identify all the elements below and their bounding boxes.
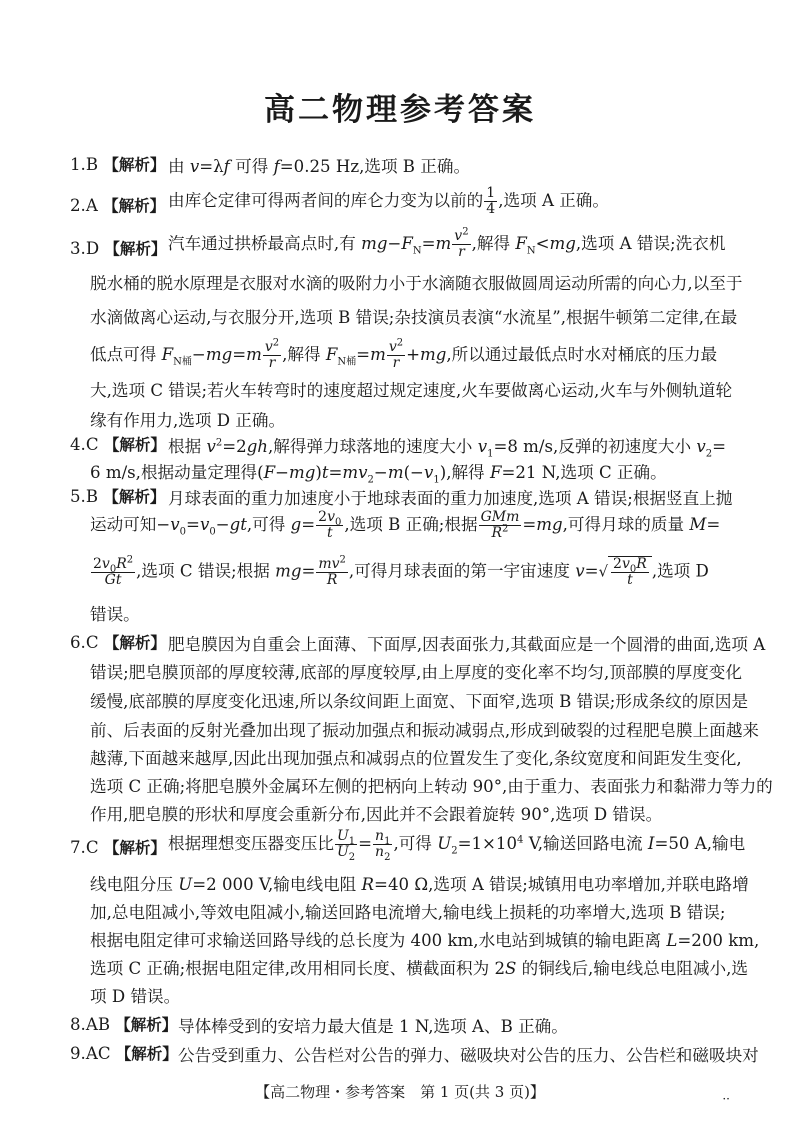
answer-5-line4: 错误。 (90, 605, 140, 624)
answer-2-text: 由库仑定律可得两者间的库仑力变为以前的 $\frac{1}{4}$ ,选项 A 正确。 (168, 185, 609, 217)
answer-7-number: 7.C 【解析】 (70, 838, 166, 857)
answer-4-line1: 根据 $v^2=2gh$,解得弹力球落地的速度大小 $v_1=8$ m/s,反弹的初速度大小 $v_2=$ (168, 437, 726, 460)
answer-6-line6: 选项 C 正确;将肥皂膜外金属环左侧的把柄向上转动 90°,由于重力、表面张力和黏滞力等力的 (90, 777, 773, 796)
answer-1-number: 1.B 【解析】 (70, 155, 166, 174)
answer-6-line3: 缓慢,底部膜的厚度变化迅速,所以条纹间距上面宽、下面窄,选项 B 错误;形成条纹的原因是 (90, 692, 749, 711)
answer-3-line4: 低点可得 $F_{N桶}-mg=m$ $\frac{v^2}{r}$ ,解得 $F_{N桶}=m$ $\frac{v^2}{r}$ +mg,所以通过最低点时水对桶底的压力最 (90, 337, 718, 371)
answer-4-line2: 6 m/s,根据动量定理得$(F-mg)t=mv_2-m(-v_1)$,解得 F=21 N,选项 C 正确。 (90, 463, 667, 486)
page-title: 高二物理参考答案 (264, 92, 536, 128)
answer-6-line7: 作用,肥皂膜的形状和厚度会重新分布,因此并不会跟着旋转 90°,选项 D 错误。 (90, 805, 663, 824)
answer-8-number: 8.AB 【解析】 (70, 1015, 178, 1034)
answer-7-line2: 线电阻分压 U=2 000 V,输电线电阻 R=40 Ω,选项 A 错误;城镇用电功率增加,并联电路增 (90, 875, 749, 894)
answer-3-line2: 脱水桶的脱水原理是衣服对水滴的吸附力小于水滴随衣服做圆周运动所需的向心力,以至于 (90, 274, 743, 293)
answer-6-line2: 错误;肥皂膜顶部的厚度较薄,底部的厚度较厚,由上厚度的变化率不均匀,顶部膜的厚度变化 (90, 663, 742, 682)
answer-9-text: 公告受到重力、公告栏对公告的弹力、磁吸块对公告的压力、公告栏和磁吸块对 (178, 1046, 759, 1065)
answer-5-line1: 月球表面的重力加速度小于地球表面的重力加速度,选项 A 错误;根据竖直上抛 (168, 489, 733, 508)
answer-6-line5: 越薄,下面越来越厚,因此出现加强点和减弱点的位置发生了变化,条纹宽度和间距发生变化, (90, 749, 742, 768)
answer-7-line1: 根据理想变压器变压比 $\frac{U_1}{U_2}$ = $\frac{n_1}{n_2}$ ,可得 $U_2=1\times 10^4$ V,输送回路电流 I=50 A,输电 (168, 828, 746, 863)
answer-6-number: 6.C 【解析】 (70, 633, 166, 652)
answer-5-line3: $\frac{2v_0R^2}{Gt}$ ,选项 C 错误;根据 mg= $\frac{mv^2}{R}$ ,可得月球表面的第一宇宙速度 v=√ $\frac{2v_0R}{t}$ ,选项 D (93, 553, 709, 588)
page-footer: 【高二物理・参考答案 第 1 页(共 3 页)】 (255, 1083, 545, 1101)
answer-7-line5: 选项 C 正确;根据电阻定律,改用相同长度、横截面积为 2S 的铜线后,输电线总电阻减小,选 (90, 959, 748, 978)
answer-3-line5: 大,选项 C 错误;若火车转弯时的速度超过规定速度,火车要做离心运动,火车与外侧轨道轮 (90, 381, 733, 400)
answer-6-line4: 前、后表面的反射光叠加出现了振动加强点和振动减弱点,形成到破裂的过程肥皂膜上面越来 (90, 721, 760, 740)
answer-6-line1: 肥皂膜因为自重会上面薄、下面厚,因表面张力,其截面应是一个圆滑的曲面,选项 A (168, 635, 766, 654)
answer-3-number: 3.D 【解析】 (70, 239, 167, 258)
answer-9-number: 9.AC 【解析】 (70, 1044, 178, 1063)
answer-1-text: 由 v=λf 可得 f=0.25 Hz,选项 B 正确。 (168, 157, 471, 176)
answer-7-line4: 根据电阻定律可求输送回路导线的总长度为 400 km,水电站到城镇的输电距离 L=200 km, (90, 931, 760, 950)
answer-7-line3: 加,总电阻减小,等效电阻减小,输送回路电流增大,输电线上损耗的功率增大,选项 B 错误; (90, 903, 726, 922)
answer-5-line2: 运动可知$-v_0=v_0-gt$,可得 g= $\frac{2v_0}{t}$ ,选项 B 正确;根据 $\frac{\text{GMm}}{R^2}$ =mg,可得月球的质量 M= (90, 509, 721, 541)
answer-3-line3: 水滴做离心运动,与衣服分开,选项 B 错误;杂技演员表演“水流星”,根据牛顿第二定律,在最 (90, 308, 738, 327)
answer-7-line6: 项 D 错误。 (90, 987, 181, 1006)
answer-3-line1: 汽车通过拱桥最高点时,有 $mg-F_N=m$ $\frac{v^2}{r}$ ,解得 $F_N<mg$,选项 A 错误;洗衣机 (168, 226, 726, 260)
answer-2-number: 2.A 【解析】 (70, 196, 166, 215)
answer-3-line6: 缘有作用力,选项 D 正确。 (90, 411, 286, 430)
answer-8-text: 导体棒受到的安培力最大值是 1 N,选项 A、B 正确。 (178, 1017, 568, 1036)
corner-mark: ·· (722, 1092, 730, 1106)
answer-5-number: 5.B 【解析】 (70, 487, 166, 506)
answer-4-number: 4.C 【解析】 (70, 435, 166, 454)
